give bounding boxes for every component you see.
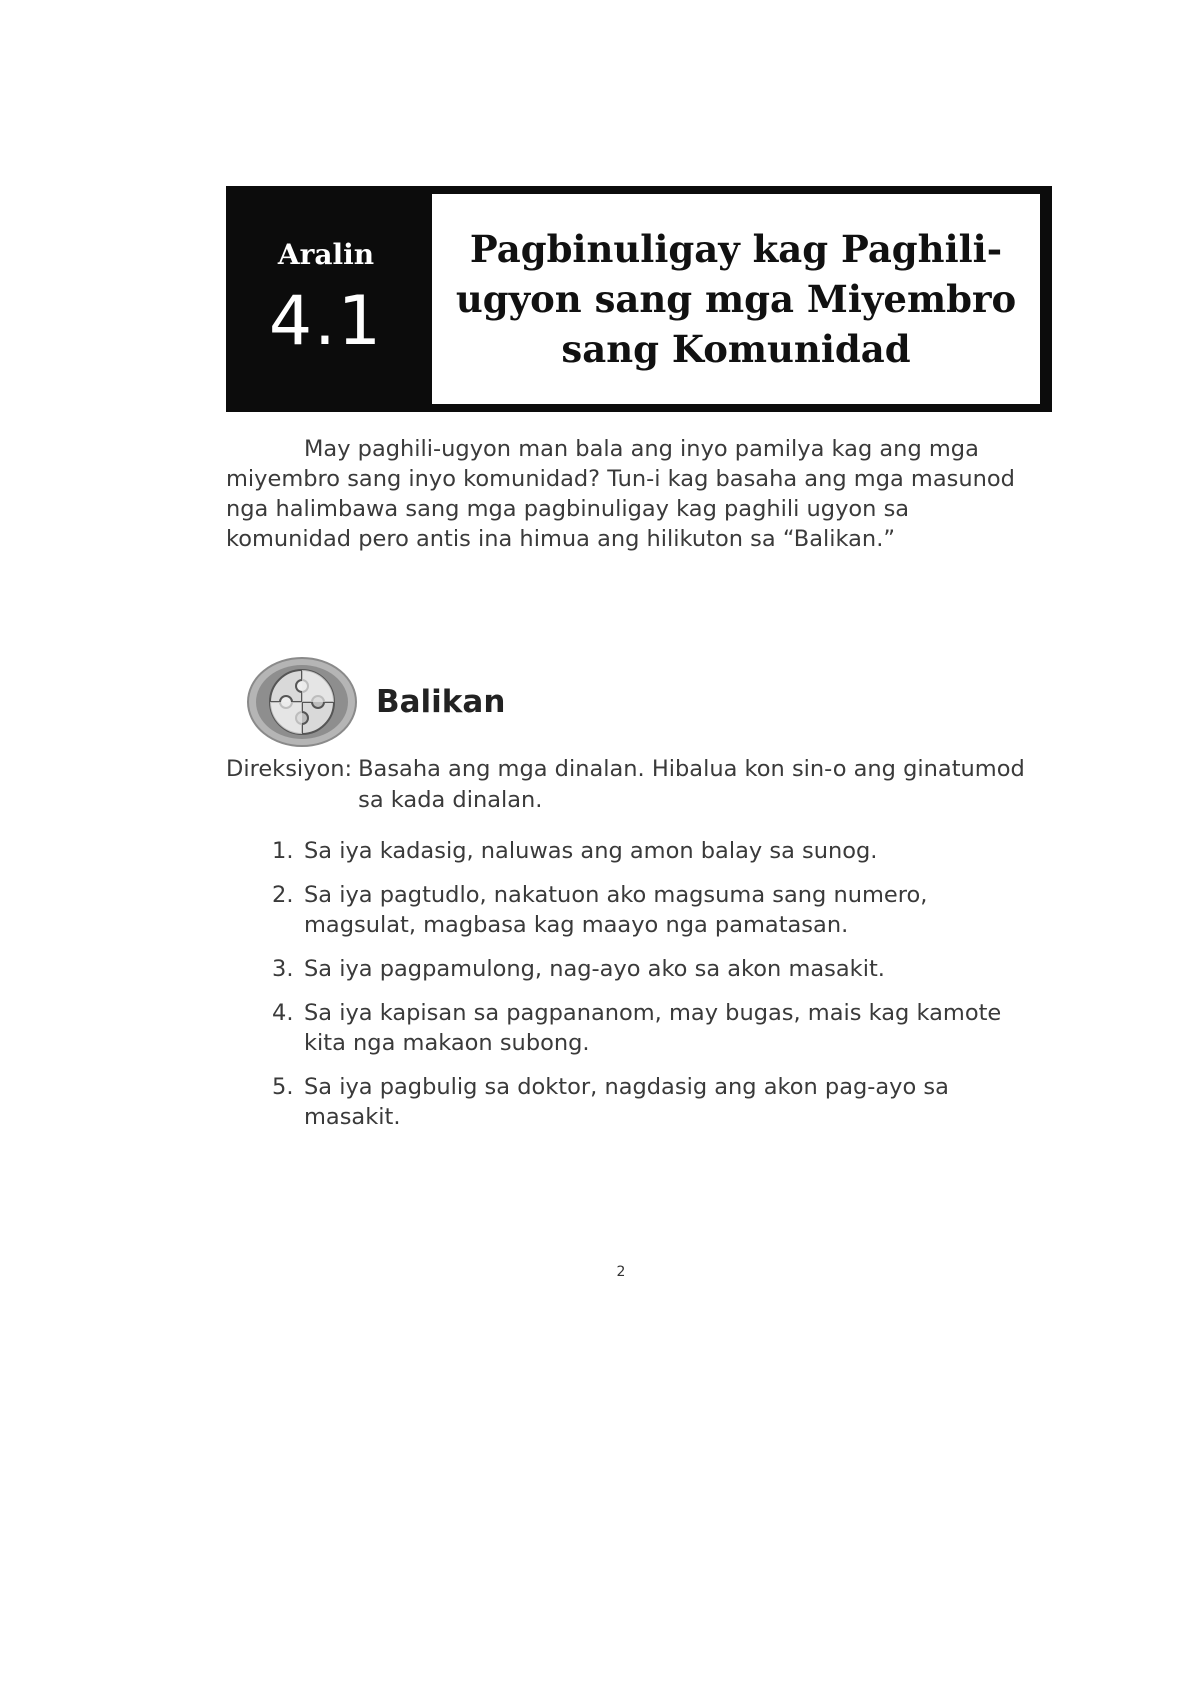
balikan-section-header (246, 656, 505, 748)
puzzle-icon (246, 656, 358, 748)
item-text: Sa iya pagpamulong, nag-ayo ako sa akon masakit. (304, 956, 885, 982)
item-text: Sa iya pagtudlo, nakatuon ako magsuma sang numero, magsulat, magbasa kag maayo nga pamatasan. (304, 882, 928, 938)
list-item (272, 998, 1032, 1058)
item-number: 5. (272, 1074, 294, 1100)
item-text: Sa iya kapisan sa pagpananom, may bugas, mais kag kamote kita nga makaon subong. (304, 1000, 1002, 1056)
list-item (272, 1072, 1032, 1132)
page-number: 2 (616, 1264, 626, 1280)
lesson-label: Aralin (277, 238, 375, 271)
section-title: Balikan (376, 684, 506, 720)
lesson-title: Pagbinuligay kag Paghili-ugyon sang mga Miyembro sang Komunidad (455, 227, 1017, 371)
item-number: 3. (272, 956, 294, 982)
list-item (272, 836, 1032, 866)
intro-paragraph: May paghili-ugyon man bala ang inyo pamilya kag ang mga miyembro sang inyo komunidad? Tun-i kag basaha ang mga masunod nga halimbawa sang mga pagbinuligay kag paghili ugyon sa komunidad pero antis ina himua ang hilikuton sa “Balikan.” (226, 436, 1015, 552)
item-list (272, 836, 1032, 1146)
item-number: 4. (272, 1000, 294, 1026)
item-text: Sa iya kadasig, naluwas ang amon balay sa sunog. (304, 838, 878, 864)
item-number: 2. (272, 882, 294, 908)
lesson-title-box (432, 194, 1040, 404)
direction (226, 754, 1026, 816)
lesson-header (226, 186, 1052, 412)
list-item (272, 880, 1032, 940)
lesson-number: 4.1 (268, 282, 384, 361)
direction-label: Direksiyon: (226, 756, 353, 782)
list-item (272, 954, 1032, 984)
item-text: Sa iya pagbulig sa doktor, nagdasig ang akon pag-ayo sa masakit. (304, 1074, 949, 1130)
direction-text: Basaha ang mga dinalan. Hibalua kon sin-o ang ginatumod sa kada dinalan. (358, 756, 1025, 813)
item-number: 1. (272, 838, 294, 864)
